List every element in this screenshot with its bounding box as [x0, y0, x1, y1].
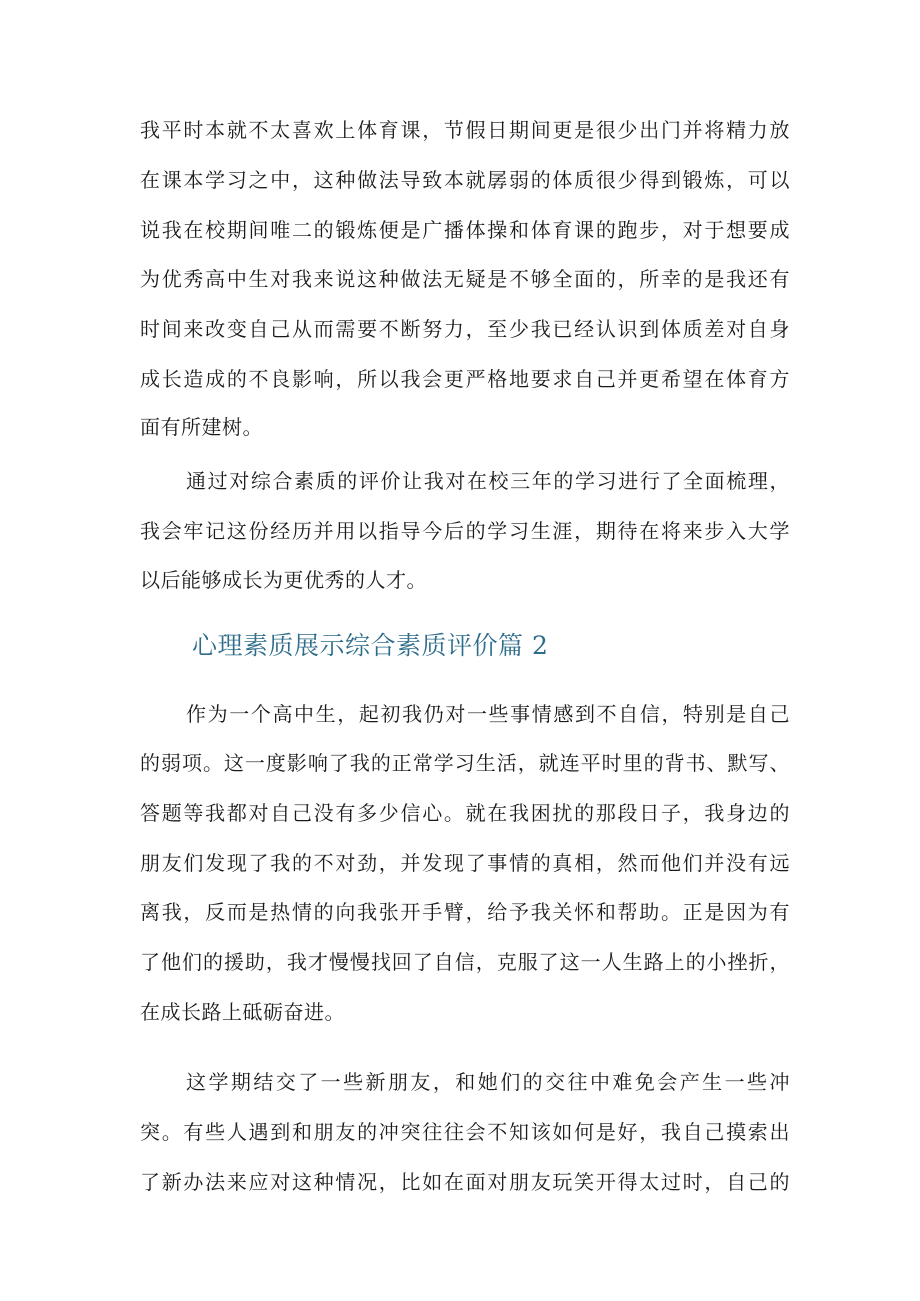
paragraph-3-line: 在成长路上砥砺奋进。 — [140, 1000, 345, 1024]
paragraph-3-line: 答题等我都对自己没有多少信心。就在我困扰的那段日子，我身边的 — [140, 801, 790, 825]
paragraph-1-line: 成长造成的不良影响，所以我会更严格地要求自己并更希望在体育方 — [140, 367, 790, 391]
paragraph-2-line: 我会牢记这份经历并用以指导今后的学习生涯，期待在将来步入大学 — [140, 519, 790, 543]
paragraph-4-line: 这学期结交了一些新朋友，和她们的交往中难免会产生一些冲 — [186, 1070, 790, 1094]
paragraph-4-line: 了新办法来应对这种情况，比如在面对朋友玩笑开得太过时，自己的 — [140, 1170, 790, 1194]
paragraph-4-line: 突。有些人遇到和朋友的冲突往往会不知该如何是好，我自己摸索出 — [140, 1120, 790, 1144]
paragraph-3-line: 离我，反而是热情的向我张开手臂，给予我关怀和帮助。正是因为有 — [140, 900, 790, 924]
paragraph-1-line: 说我在校期间唯二的锻炼便是广播体操和体育课的跑步，对于想要成 — [140, 218, 790, 242]
paragraph-1-line: 在课本学习之中，这种做法导致本就孱弱的体质很少得到锻炼，可以 — [140, 168, 790, 192]
paragraph-3-line: 了他们的援助，我才慢慢找回了自信，克服了这一人生路上的小挫折， — [140, 950, 790, 974]
paragraph-2-line: 通过对综合素质的评价让我对在校三年的学习进行了全面梳理， — [186, 469, 790, 493]
paragraph-3-line: 作为一个高中生，起初我仍对一些事情感到不自信，特别是自己 — [186, 702, 790, 726]
paragraph-3-line: 朋友们发现了我的不对劲，并发现了事情的真相，然而他们并没有远 — [140, 851, 790, 875]
paragraph-1-line: 时间来改变自己从而需要不断努力，至少我已经认识到体质差对自身 — [140, 317, 790, 341]
paragraph-3-line: 的弱项。这一度影响了我的正常学习生活，就连平时里的背书、默写、 — [140, 751, 790, 775]
paragraph-1-line: 为优秀高中生对我来说这种做法无疑是不够全面的，所幸的是我还有 — [140, 267, 790, 291]
paragraph-2-line: 以后能够成长为更优秀的人才。 — [140, 568, 427, 592]
paragraph-1-line: 我平时本就不太喜欢上体育课，节假日期间更是很少出门并将精力放 — [140, 118, 790, 142]
paragraph-1-line: 面有所建树。 — [140, 415, 263, 439]
section-heading: 心理素质展示综合素质评价篇 2 — [192, 631, 549, 660]
